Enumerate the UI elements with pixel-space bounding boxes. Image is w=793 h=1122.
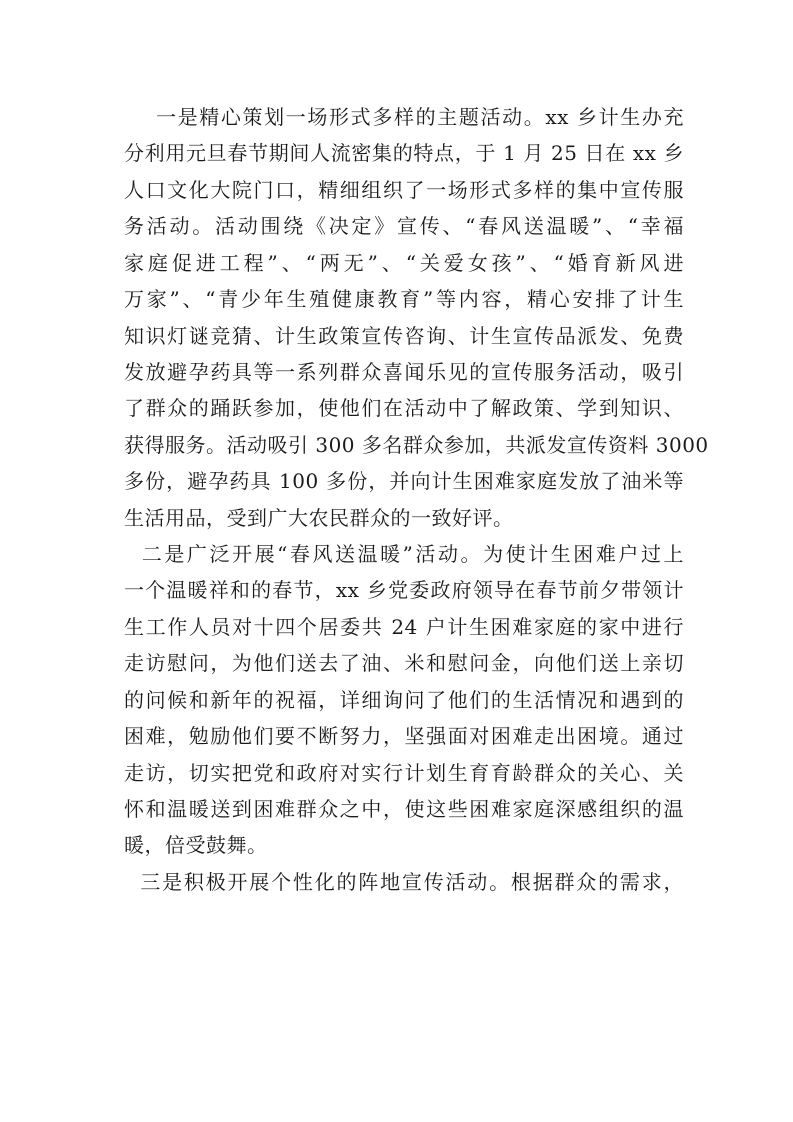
text-line: 怀和温暖送到困难群众之中，使这些困难家庭深感组织的温 (124, 797, 684, 822)
text-line: 困难，勉励他们要不断努力，坚强面对困难走出困境。通过 (124, 724, 684, 749)
text-line: 分利用元旦春节期间人流密集的特点，于 1 月 25 日在 xx 乡 (124, 141, 684, 166)
text-line: 多份，避孕药具 100 多份，并向计生困难家庭发放了油米等 (124, 469, 684, 494)
text-line: 走访慰问，为他们送去了油、米和慰问金，向他们送上亲切 (124, 651, 684, 676)
text-line: 获得服务。活动吸引 300 多名群众参加，共派发宣传资料 3000 (124, 432, 709, 457)
text-line: 万家”、“青少年生殖健康教育”等内容，精心安排了计生 (124, 287, 684, 312)
text-line: 的问候和新年的祝福，详细询问了他们的生活情况和遇到的 (124, 687, 684, 712)
paragraph-3 (124, 864, 684, 900)
text-line: 人口文化大院门口，精细组织了一场形式多样的集中宣传服 (124, 177, 684, 202)
body-text (124, 99, 709, 900)
text-line: 生工作人员对十四个居委共 24 户计生困难家庭的家中进行 (124, 614, 684, 639)
text-line: 一个温暖祥和的春节，xx 乡党委政府领导在春节前夕带领计 (124, 578, 684, 603)
text-line: 务活动。活动围绕《决定》宣传、“春风送温暖”、“幸福 (124, 214, 684, 239)
text-line: 一是精心策划一场形式多样的主题活动。xx 乡计生办充 (124, 105, 684, 129)
text-line: 发放避孕药具等一系列群众喜闻乐见的宣传服务活动，吸引 (124, 359, 684, 384)
text-line: 生活用品，受到广大农民群众的一致好评。 (124, 505, 514, 530)
text-line: 家庭促进工程”、“两无”、“关爱女孩”、“婚育新风进 (124, 250, 684, 275)
text-line: 走访，切实把党和政府对实行计划生育育龄群众的关心、关 (124, 760, 684, 785)
paragraph-2 (124, 536, 684, 864)
text-line: 了群众的踊跃参加，使他们在活动中了解政策、学到知识、 (124, 396, 684, 421)
paragraph-1 (124, 99, 709, 536)
text-line: 三是积极开展个性化的阵地宣传活动。根据群众的需求， (124, 869, 684, 894)
text-line: 知识灯谜竞猜、计生政策宣传咨询、计生宣传品派发、免费 (124, 323, 684, 348)
text-line: 暖，倍受鼓舞。 (124, 833, 268, 858)
text-line: 二是广泛开展“春风送温暖”活动。为使计生困难户过上 (124, 542, 684, 567)
